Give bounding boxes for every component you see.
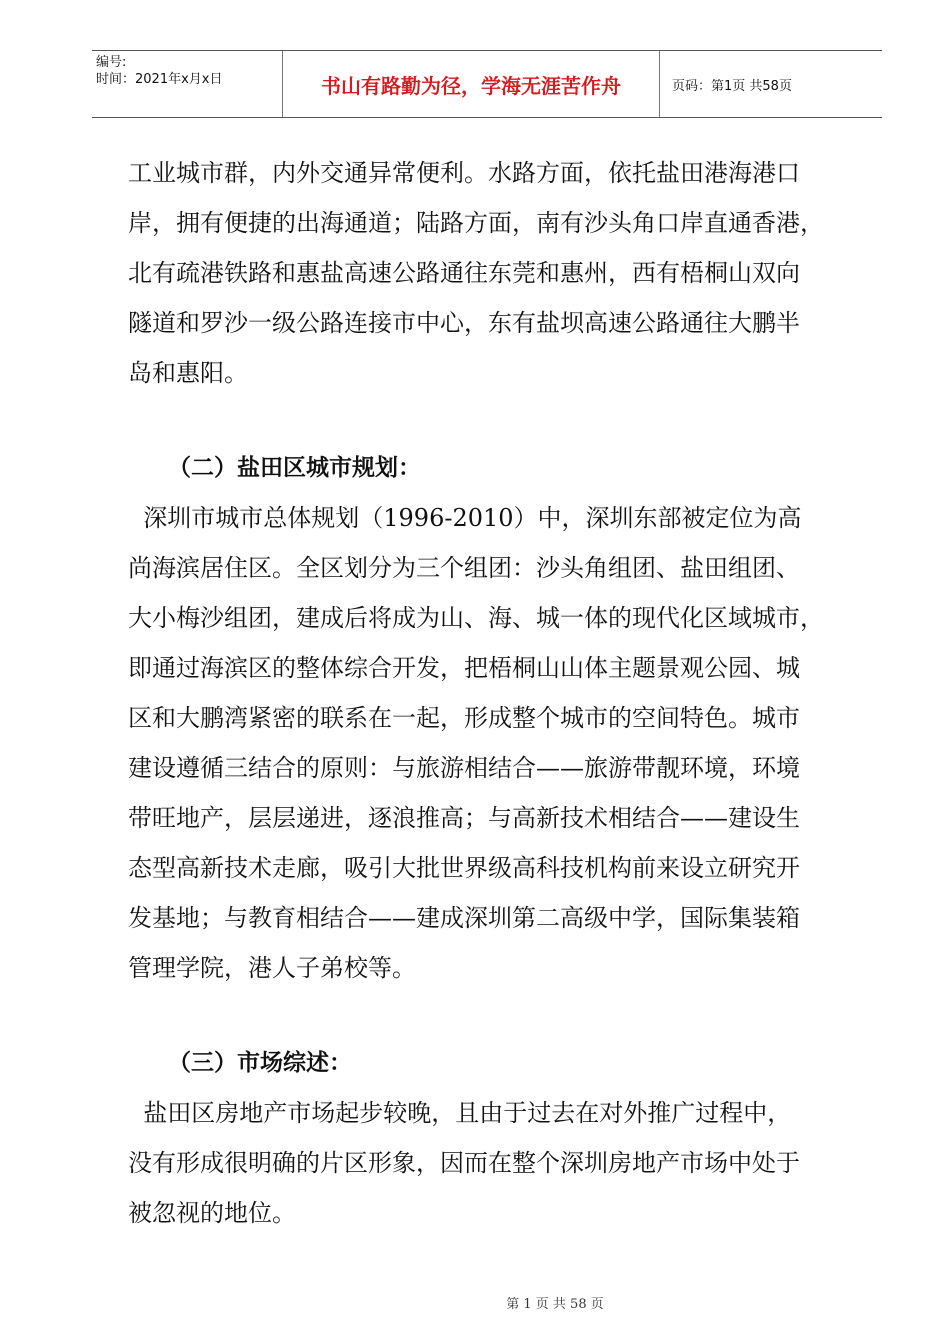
text-line: 北有疏港铁路和惠盐高速公路通往东莞和惠州，西有梧桐山双向: [128, 259, 800, 287]
text-line: 盐田区房地产市场起步较晚，且由于过去在对外推广过程中，: [128, 1099, 792, 1127]
text-line: 即通过海滨区的整体综合开发，把梧桐山山体主题景观公园、城: [128, 654, 800, 682]
paragraph-1: [128, 148, 858, 398]
text-line: 深圳市城市总体规划（1996-2010）中，深圳东部被定位为高: [128, 504, 802, 532]
text-line: 区和大鹏湾紧密的联系在一起，形成整个城市的空间特色。城市: [128, 704, 800, 732]
section-heading-2: （二）盐田区城市规划：: [168, 455, 421, 481]
text-line: 岸，拥有便捷的出海通道；陆路方面，南有沙头角口岸直通香港，: [128, 209, 824, 237]
text-line: 没有形成很明确的片区形象，因而在整个深圳房地产市场中处于: [128, 1149, 800, 1177]
paragraph-3: [128, 1088, 858, 1238]
header-page-info: 页码：第1页 共58页: [672, 78, 792, 94]
text-line: 尚海滨居住区。全区划分为三个组团：沙头角组团、盐田组团、: [128, 554, 800, 582]
document-body: [128, 148, 858, 1238]
text-line: 发基地；与教育相结合——建成深圳第二高级中学，国际集装箱: [128, 904, 800, 932]
header-motto: 书山有路勤为径，学海无涯苦作舟: [282, 51, 660, 117]
page-header: [92, 50, 882, 118]
time-label: 时间：2021年x月x日: [96, 72, 223, 87]
text-line: 被忽视的地位。: [128, 1199, 296, 1227]
header-meta: [92, 51, 282, 117]
text-line: 岛和惠阳。: [128, 359, 248, 387]
page-footer: 第 1 页 共 58 页: [506, 1297, 604, 1312]
text-line: 带旺地产，层层递进，逐浪推高；与高新技术相结合——建设生: [128, 804, 800, 832]
section-heading-3: （三）市场综述：: [168, 1050, 352, 1076]
text-line: 建设遵循三结合的原则：与旅游相结合——旅游带靓环境，环境: [128, 754, 800, 782]
text-line: 管理学院，港人子弟校等。: [128, 954, 416, 982]
text-line: 大小梅沙组团，建成后将成为山、海、城一体的现代化区域城市，: [128, 604, 824, 632]
number-label: 编号:: [96, 55, 127, 70]
paragraph-2: [128, 493, 858, 993]
text-line: 隧道和罗沙一级公路连接市中心，东有盐坝高速公路通往大鹏半: [128, 309, 800, 337]
text-line: 工业城市群，内外交通异常便利。水路方面，依托盐田港海港口: [128, 159, 800, 187]
text-line: 态型高新技术走廊，吸引大批世界级高科技机构前来设立研究开: [128, 854, 800, 882]
